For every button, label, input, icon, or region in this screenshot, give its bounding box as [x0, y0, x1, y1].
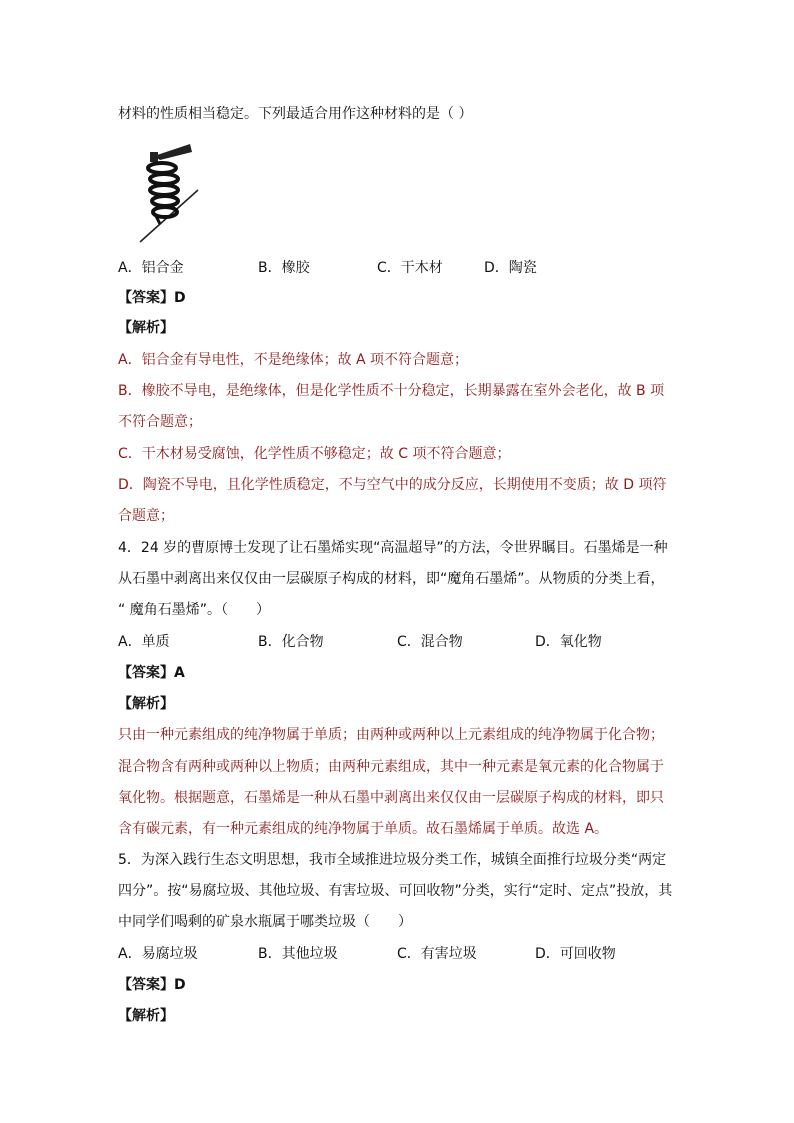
q3-stem: 材料的性质相当稳定。下列最适合用作这种材料的是（ ） [118, 106, 473, 122]
q4-stem-line: 4．24 岁的曹原博士发现了让石墨烯实现“高温超导”的方法，令世界瞩目。石墨烯是一种 [118, 540, 668, 556]
q4-stem-line: 从石墨中剥离出来仅仅由一层碳原子构成的材料，即“魔角石墨烯”。从物质的分类上看， [118, 571, 665, 587]
q4-analysis-label: 【解析】 [118, 696, 174, 712]
q3-analysis-line: 不符合题意； [118, 414, 202, 430]
q3-answer: 【答案】D [118, 290, 186, 306]
q3-option-c: C．干木材 [377, 260, 443, 276]
q4-analysis-line: 氧化物。根据题意，石墨烯是一种从石墨中剥离出来仅仅由一层碳原子构成的材料，即只 [118, 790, 664, 806]
q5-option-d: D．可回收物 [535, 946, 616, 962]
q4-stem-line: “ 魔角石墨烯”。（ ） [118, 602, 270, 618]
q4-analysis-line: 只由一种元素组成的纯净物属于单质；由两种或两种以上元素组成的纯净物属于化合物； [118, 727, 664, 743]
q3-analysis-line: 合题意； [118, 508, 174, 524]
q3-option-b: B．橡胶 [258, 260, 310, 276]
q3-option-a: A．铝合金 [118, 260, 184, 276]
q4-analysis-line: 含有碳元素，有一种元素组成的纯净物属于单质。故石墨烯属于单质。故选 A。 [118, 821, 609, 837]
q4-option-b: B．化合物 [258, 634, 324, 650]
insulator-coil-figure [136, 138, 202, 246]
q5-stem-line: 四分”。按“易腐垃圾、其他垃圾、有害垃圾、可回收物”分类，实行“定时、定点”投放，其 [118, 883, 673, 899]
q5-answer: 【答案】D [118, 977, 186, 993]
q3-option-d: D．陶瓷 [484, 260, 537, 276]
q4-analysis-line: 混合物含有两种或两种以上物质；由两种元素组成，其中一种元素是氧元素的化合物属于 [118, 759, 664, 775]
q3-analysis-line: A．铝合金有导电性，不是绝缘体；故 A 项不符合题意； [118, 352, 469, 368]
q3-analysis-line: C．干木材易受腐蚀，化学性质不够稳定；故 C 项不符合题意； [118, 446, 511, 462]
q4-option-a: A．单质 [118, 634, 170, 650]
q5-stem-line: 中同学们喝剩的矿泉水瓶属于哪类垃圾（ ） [118, 914, 412, 930]
q5-analysis-label: 【解析】 [118, 1008, 174, 1024]
q5-stem-line: 5．为深入践行生态文明思想，我市全域推进垃圾分类工作，城镇全面推行垃圾分类“两定 [118, 852, 667, 868]
q5-option-b: B．其他垃圾 [258, 946, 338, 962]
q4-answer: 【答案】A [118, 665, 185, 681]
q5-option-a: A．易腐垃圾 [118, 946, 198, 962]
q3-analysis-line: D．陶瓷不导电，且化学性质稳定，不与空气中的成分反应，长期使用不变质；故 D 项符 [118, 477, 667, 493]
q3-analysis-line: B．橡胶不导电，是绝缘体，但是化学性质不十分稳定，长期暴露在室外会老化，故 B 项 [118, 383, 665, 399]
q3-analysis-label: 【解析】 [118, 320, 174, 336]
q4-option-d: D．氧化物 [535, 634, 602, 650]
q4-option-c: C．混合物 [397, 634, 463, 650]
q5-option-c: C．有害垃圾 [397, 946, 477, 962]
